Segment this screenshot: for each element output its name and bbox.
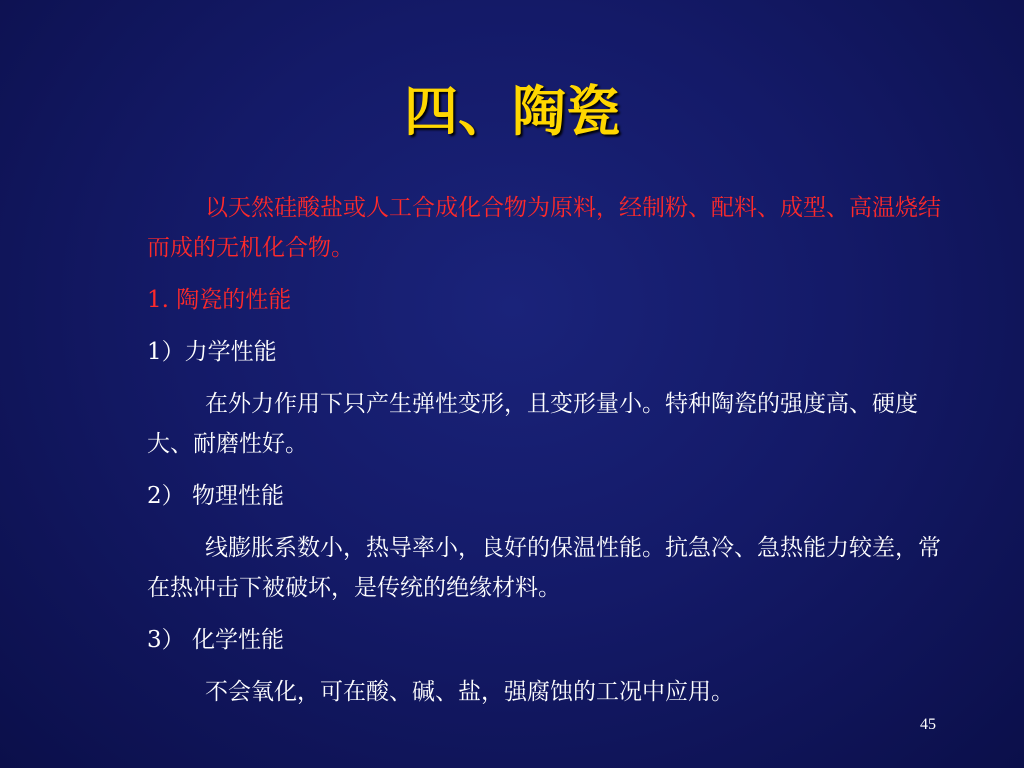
intro-paragraph: 以天然硅酸盐或人工合成化合物为原料，经制粉、配料、成型、高温烧结而成的无机化合物。 xyxy=(147,195,941,261)
item-heading-physical: 2） 物理性能 xyxy=(147,483,284,509)
page-number: 45 xyxy=(920,716,936,733)
item-text-physical: 线膨胀系数小，热导率小，良好的保温性能。抗急冷、急热能力较差，常在热冲击下被破坏，是传统的绝缘材料。 xyxy=(147,535,941,601)
section-heading: 1. 陶瓷的性能 xyxy=(147,287,292,313)
item-heading-mechanical: 1）力学性能 xyxy=(147,339,277,365)
item-text-mechanical: 在外力作用下只产生弹性变形，且变形量小。特种陶瓷的强度高、硬度大、耐磨性好。 xyxy=(147,391,918,457)
slide-body xyxy=(147,188,952,712)
item-text-chemical: 不会氧化，可在酸、碱、盐，强腐蚀的工况中应用。 xyxy=(205,679,734,705)
item-heading-chemical: 3） 化学性能 xyxy=(147,627,284,653)
slide-title: 四、陶瓷 xyxy=(404,79,620,143)
